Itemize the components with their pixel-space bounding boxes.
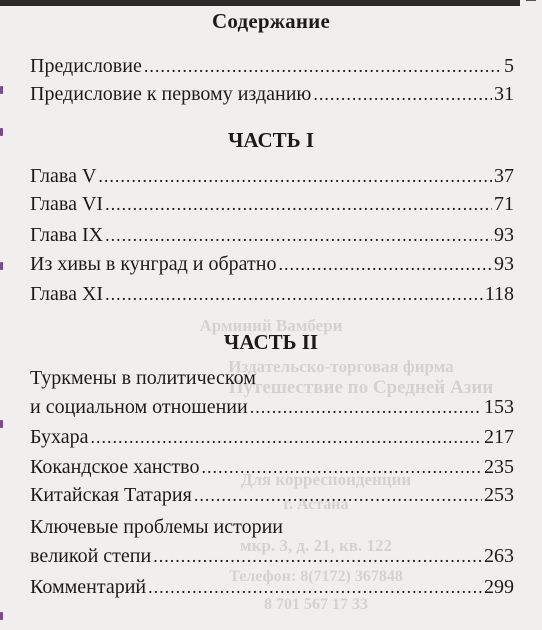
toc-entry-page: 118 <box>484 283 514 305</box>
toc-leader-dots <box>153 544 482 569</box>
toc-entry <box>30 82 514 107</box>
toc-entry-page: 5 <box>504 55 514 77</box>
toc-entry-page: 253 <box>484 484 514 506</box>
show-through-city: г. Астана <box>283 496 349 513</box>
toc-leader-dots <box>98 164 492 189</box>
toc-entry <box>30 483 514 508</box>
toc-leader-dots <box>194 483 482 508</box>
show-through-publisher: Издательско-торговая фирма <box>228 357 454 376</box>
corner-mark <box>526 0 536 7</box>
toc-entry <box>30 54 514 79</box>
show-through-address: мкр. 3, д. 21, кв. 122 <box>240 536 392 555</box>
toc-entry <box>30 455 514 480</box>
toc-leader-dots <box>148 575 482 600</box>
show-through-phone2: 8 701 567 17 33 <box>264 596 368 613</box>
toc-entry-label: Глава V <box>30 165 97 187</box>
show-through-phone: Телефон: 8(7172) 367848 <box>229 568 403 585</box>
toc-entry-page: 93 <box>494 253 514 275</box>
toc-entry <box>30 575 514 600</box>
toc-entry-label-line2: великой степи <box>30 545 152 567</box>
toc-entry-page: 235 <box>484 456 514 478</box>
toc-entry-label-line1: Ключевые проблемы истории <box>30 516 283 538</box>
toc-entry <box>30 192 514 217</box>
toc-leader-dots <box>105 282 483 307</box>
toc-leader-dots <box>250 395 482 420</box>
toc-entry-label: Из хивы в кунград и обратно <box>30 253 277 275</box>
toc-entry-page: 37 <box>494 165 514 187</box>
margin-mark <box>0 420 3 428</box>
toc-entry-label-line1: Туркмены в политическом <box>30 367 256 389</box>
toc-entry <box>30 282 514 307</box>
toc-entry-label: Предисловие <box>30 55 142 77</box>
toc-entry-label: Бухара <box>30 426 89 448</box>
toc-entry-label: Китайская Татария <box>30 484 192 506</box>
toc-entry <box>30 425 514 450</box>
toc-entry-label: Кокандское ханство <box>30 456 200 478</box>
margin-mark <box>0 262 3 270</box>
part-two-heading: ЧАСТЬ II <box>223 330 319 354</box>
toc-entry-page: 31 <box>494 83 514 105</box>
toc-leader-dots <box>313 82 492 107</box>
part-one-heading: ЧАСТЬ I <box>227 128 314 152</box>
toc-entry-label-line2: и социальном отношении <box>30 396 248 418</box>
toc-entry <box>30 164 514 189</box>
toc-entry-page: 153 <box>484 396 514 418</box>
toc-entry-page: 71 <box>494 193 514 215</box>
top-border <box>0 0 520 6</box>
toc-leader-dots <box>105 192 492 217</box>
show-through-author: Арминий Вамбери <box>199 316 343 335</box>
toc-entry-label: Глава VI <box>30 193 104 215</box>
toc-leader-dots <box>144 54 502 79</box>
toc-entry-label: Глава IX <box>30 224 104 246</box>
toc-entry <box>30 544 514 569</box>
toc-entry-page: 299 <box>484 576 514 598</box>
toc-entry-page: 217 <box>484 426 514 448</box>
toc-entry-label: Комментарий <box>30 576 147 598</box>
toc-entry <box>30 252 514 277</box>
toc-entry-label: Глава XI <box>30 283 104 305</box>
show-through-correspondence: Для корреспонденции <box>240 470 412 489</box>
toc-leader-dots <box>90 425 482 450</box>
toc-leader-dots <box>278 252 492 277</box>
toc-entry <box>30 395 514 420</box>
show-through-title: Путешествие по Средней Азии <box>228 377 494 398</box>
toc-leader-dots <box>201 455 482 480</box>
page-title: Содержание <box>212 9 330 33</box>
toc-entry-label: Предисловие к первому изданию <box>30 83 312 105</box>
toc-entry-page: 93 <box>494 224 514 246</box>
toc-entry <box>30 223 514 248</box>
toc-entry-page: 263 <box>484 545 514 567</box>
margin-mark <box>0 86 3 94</box>
toc-leader-dots <box>105 223 492 248</box>
